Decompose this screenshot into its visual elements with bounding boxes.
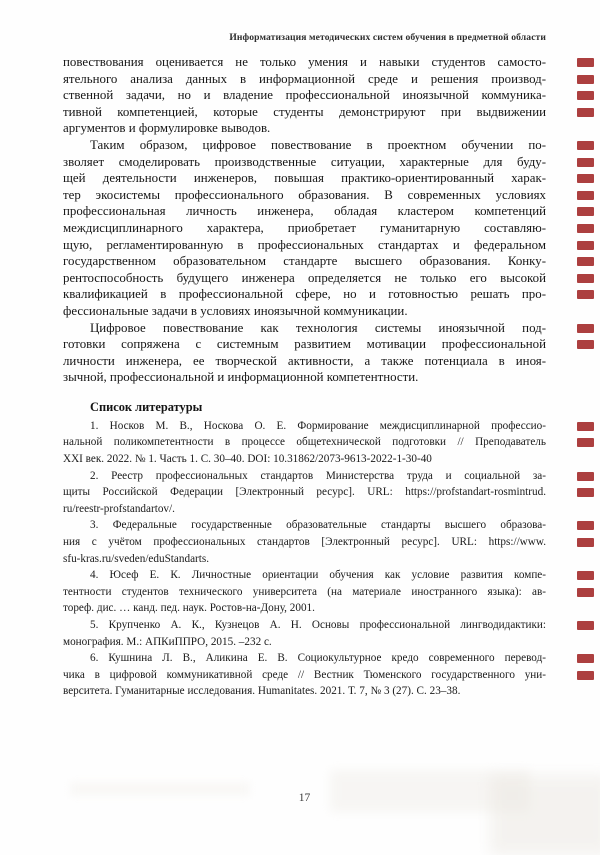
- text-line: [63, 237, 546, 254]
- margin-red-mark: [577, 58, 594, 67]
- text-line: [63, 54, 546, 71]
- margin-red-mark: [577, 521, 594, 530]
- text-line: [63, 320, 546, 337]
- reference-item: [63, 567, 546, 617]
- margin-red-mark: [577, 472, 594, 481]
- text-line: [63, 451, 546, 468]
- text-line: [63, 170, 546, 187]
- text-line: [63, 551, 546, 568]
- reference-item: [63, 418, 546, 468]
- text-line: [63, 683, 546, 700]
- text-line-content: sfu-kras.ru/sveden/eduStandarts.: [63, 552, 210, 565]
- text-line-content: рентоспособность будущего инженера определяется не только его высокой: [63, 270, 546, 285]
- text-line: [63, 534, 546, 551]
- text-line-content: повествования оценивается не только умения и навыки студентов самосто-: [63, 55, 546, 69]
- text-line-content: тивной компетенцией, которые студенты демонстрируют при выдвижении: [63, 104, 546, 119]
- text-line-content: ния с учётом профессиональных стандартов [Электронный ресурс]. URL: https://www.: [63, 536, 546, 549]
- margin-red-mark: [577, 488, 594, 497]
- text-line-content: ятельного анализа данных в информационной среде и решения производ-: [63, 71, 546, 86]
- margin-red-mark: [577, 91, 594, 100]
- paragraph: [63, 137, 546, 320]
- text-line-content: Таким образом, цифровое повествование в проектном обучении по-: [90, 137, 546, 152]
- scan-bleed-artifact: [330, 770, 530, 812]
- margin-red-mark: [577, 422, 594, 431]
- text-line-content: готовки сопряжена с системным развитием мотивации профессиональной: [63, 337, 546, 352]
- margin-red-mark: [577, 588, 594, 597]
- text-line-content: верситета. Гуманитарные исследования. Humanitates. 2021. Т. 7, № 3 (27). С. 23–38.: [63, 685, 461, 698]
- text-line: [63, 87, 546, 104]
- text-line-content: 1. Носков М. В., Носкова О. Е. Формирование междисциплинарной профессио-: [90, 419, 546, 432]
- text-line-content: личности инженера, ее творческой активности, а также потенциала в иноя-: [63, 353, 546, 368]
- text-line-content: 5. Крупченко А. К., Кузнецов А. Н. Основы профессиональной лингводидактики:: [90, 619, 546, 631]
- text-line: [63, 567, 546, 584]
- body-text: [63, 54, 546, 386]
- text-line-content: 6. Кушнина Л. В., Аликина Е. В. Социокультурное кредо современного перевод-: [90, 652, 546, 665]
- text-line-content: зычной, профессиональной и информационной компетентности.: [63, 370, 419, 385]
- text-line-content: чика в цифровой коммуникативной среде // Вестник Тюменского государственного уни-: [63, 668, 546, 681]
- text-line-content: тентности студентов технического университета (на материале иностранного языка): ав-: [63, 585, 546, 598]
- text-line: [63, 584, 546, 601]
- margin-red-mark: [577, 538, 594, 547]
- text-line: [63, 517, 546, 534]
- text-line: [63, 120, 546, 137]
- text-line: [63, 253, 546, 270]
- text-line-content: тореф. дис. … канд. пед. наук. Ростов-на-Дону, 2001.: [63, 602, 315, 615]
- page-number: 17: [298, 792, 311, 804]
- text-line: [63, 71, 546, 88]
- text-line: [63, 137, 546, 154]
- reference-list: [63, 418, 546, 700]
- text-line: [63, 187, 546, 204]
- text-line: [63, 154, 546, 171]
- margin-red-mark: [577, 438, 594, 447]
- margin-red-mark: [577, 75, 594, 84]
- text-line: [63, 303, 546, 320]
- text-line: [63, 600, 546, 617]
- text-line: [63, 667, 546, 684]
- text-line-content: XXI век. 2022. № 1. Часть 1. С. 30–40. DOI: 10.31862/2073-9613-2022-1-30-40: [63, 453, 432, 466]
- text-line: [63, 634, 546, 651]
- text-line: [63, 353, 546, 370]
- margin-red-mark: [577, 621, 594, 630]
- reference-item: [63, 468, 546, 518]
- text-line: [63, 418, 546, 435]
- text-line: [63, 650, 546, 667]
- text-line-content: тер экосистемы профессионального образования. В современных условиях: [63, 187, 546, 202]
- reference-item: [63, 517, 546, 567]
- margin-red-mark: [577, 340, 594, 349]
- text-line: [63, 617, 546, 634]
- text-line: [63, 501, 546, 518]
- text-line: [63, 286, 546, 303]
- text-line-content: щиты Российской Федерации [Электронный ресурс]. URL: https://profstandart-rosmintrud.: [63, 486, 546, 499]
- text-line: [63, 104, 546, 121]
- text-line: [63, 220, 546, 237]
- margin-red-mark: [577, 191, 594, 200]
- margin-red-mark: [577, 671, 594, 680]
- text-line: [63, 434, 546, 451]
- text-line-content: государственном образовательном стандарте высшего образования. Конку-: [63, 254, 546, 269]
- margin-red-mark: [577, 324, 594, 333]
- text-line-content: Цифровое повествование как технология системы иноязычной под-: [90, 320, 546, 335]
- text-line-content: профессиональная личность инженера, обладая кластером компетенций: [63, 204, 546, 219]
- text-line-content: ственной задачи, но и владение профессиональной иноязычной коммуника-: [63, 88, 546, 103]
- margin-red-mark: [577, 108, 594, 117]
- text-line-content: 3. Федеральные государственные образовательные стандарты высшего образова-: [90, 519, 546, 532]
- text-line: [63, 203, 546, 220]
- text-line: [63, 336, 546, 353]
- margin-red-mark: [577, 654, 594, 663]
- text-line-content: щую, регламентированную в профессиональных стандартах и федеральном: [63, 237, 546, 252]
- reference-item: [63, 617, 546, 650]
- margin-red-mark: [577, 158, 594, 167]
- margin-red-mark: [577, 571, 594, 580]
- margin-red-mark: [577, 241, 594, 250]
- margin-red-mark: [577, 224, 594, 233]
- text-line: [63, 484, 546, 501]
- reference-item: [63, 650, 546, 700]
- text-line-content: фессиональные задачи в условиях иноязычной коммуникации.: [63, 303, 408, 318]
- paragraph: [63, 54, 546, 137]
- margin-red-mark: [577, 207, 594, 216]
- text-line-content: квалификацией в профессиональной сфере, но и готовностью решать про-: [63, 287, 546, 302]
- margin-red-mark: [577, 257, 594, 266]
- scan-bleed-artifact: [490, 775, 600, 855]
- text-line: [63, 468, 546, 485]
- text-line: [63, 270, 546, 287]
- text-line-content: монография. М.: АПКиППРО, 2015. –232 с.: [63, 635, 272, 648]
- running-header: Информатизация методических систем обучения в предметной области: [229, 32, 546, 43]
- text-line-content: зволяет смоделировать производственные ситуации, характерные для буду-: [63, 154, 546, 169]
- text-line-content: междисциплинарного характера, приобретает гуманитарную составляю-: [63, 220, 546, 235]
- text-line-content: щей деятельности инженеров, повышая практико-ориентированный харак-: [63, 171, 546, 186]
- text-line-content: 2. Реестр профессиональных стандартов Министерства труда и социальной за-: [90, 469, 546, 482]
- paragraph: [63, 320, 546, 386]
- margin-red-mark: [577, 141, 594, 150]
- references-heading: Список литературы: [90, 399, 203, 414]
- text-line-content: нальной поликомпетентности в процессе общетехнической подготовки // Преподаватель: [63, 436, 546, 449]
- text-line-content: 4. Юсеф Е. К. Личностные ориентации обучения как условие развития компе-: [90, 569, 546, 582]
- margin-red-mark: [577, 274, 594, 283]
- text-column: [63, 32, 546, 700]
- text-line: [63, 369, 546, 386]
- margin-red-mark: [577, 290, 594, 299]
- margin-red-mark: [577, 174, 594, 183]
- text-line-content: ru/reestr-profstandartov/.: [63, 502, 175, 515]
- text-line-content: аргументов и формулировке выводов.: [63, 121, 271, 136]
